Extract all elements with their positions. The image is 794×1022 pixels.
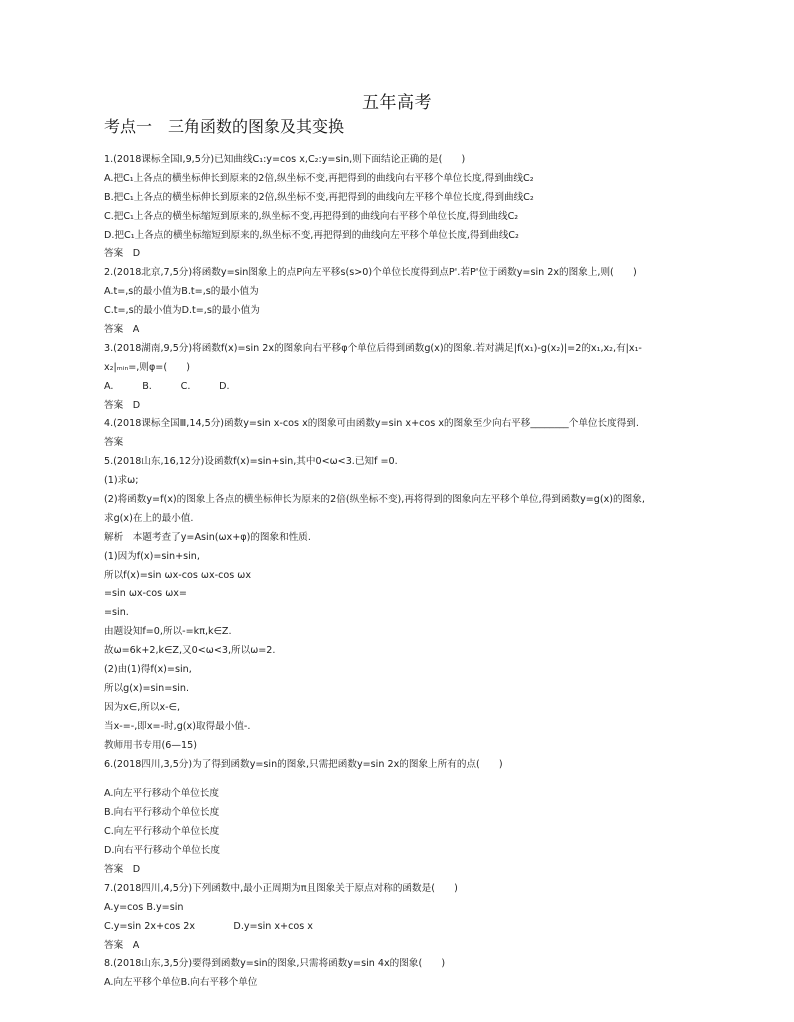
text-line: 4.(2018课标全国Ⅲ,14,5分)函数y=sin x-cos x的图象可由函数y=sin x+cos x的图象至少向右平移________个单位长度得到.: [104, 418, 639, 430]
document-body: [104, 151, 704, 993]
text-line: D.向右平行移动个单位长度: [104, 845, 220, 857]
text-line: D.把C₁上各点的横坐标缩短到原来的,纵坐标不变,再把得到的曲线向左平移个单位长度,得到曲线C₂: [104, 229, 519, 241]
answer-line: 答案 A: [104, 324, 140, 336]
text-line: A.向左平行移动个单位长度: [104, 788, 219, 800]
blank-line: [104, 774, 704, 785]
text-line: (2)由(1)得f(x)=sin,: [104, 664, 192, 676]
text-line: 所以g(x)=sin=sin.: [104, 682, 190, 694]
answer-line: 答案: [104, 437, 124, 449]
answer-line: 答案 D: [104, 399, 141, 411]
text-line: 由题设知f=0,所以-=kπ,k∈Z.: [104, 626, 232, 638]
text-line: 所以f(x)=sin ωx-cos ωx-cos ωx: [104, 569, 252, 581]
text-line: C.把C₁上各点的横坐标缩短到原来的,纵坐标不变,再把得到的曲线向右平移个单位长度,得到曲线C₂: [104, 210, 519, 222]
section-heading: 考点一 三角函数的图象及其变换: [104, 117, 345, 136]
text-line: (2)将函数y=f(x)的图象上各点的横坐标伸长为原来的2倍(纵坐标不变),再将得到的图象向左平移个单位,得到函数y=g(x)的图象,: [104, 494, 645, 506]
text-line: 因为x∈,所以x-∈,: [104, 701, 181, 713]
text-line: 6.(2018四川,3,5分)为了得到函数y=sin的图象,只需把函数y=sin 2x的图象上所有的点( ): [104, 758, 503, 770]
text-line: 故ω=6k+2,k∈Z,又0<ω<3,所以ω=2.: [104, 645, 276, 657]
text-line: A. B. C. D.: [104, 380, 230, 392]
text-line: =sin ωx-cos ωx=: [104, 588, 187, 600]
text-line: A.向左平移个单位B.向右平移个单位: [104, 977, 258, 989]
text-line: A.y=cos B.y=sin: [104, 901, 184, 913]
text-line: (1)因为f(x)=sin+sin,: [104, 550, 200, 562]
text-line: 5.(2018山东,16,12分)设函数f(x)=sin+sin,其中0<ω<3.已知f =0.: [104, 456, 398, 468]
text-line: 2.(2018北京,7,5分)将函数y=sin图象上的点P向左平移s(s>0)个单位长度得到点P'.若P'位于函数y=sin 2x的图象上,则( ): [104, 267, 637, 279]
text-line: C.向左平行移动个单位长度: [104, 826, 220, 838]
text-line: (1)求ω;: [104, 475, 139, 487]
text-line: C.t=,s的最小值为D.t=,s的最小值为: [104, 305, 260, 317]
text-line: A.把C₁上各点的横坐标伸长到原来的2倍,纵坐标不变,再把得到的曲线向右平移个单位长度,得到曲线C₂: [104, 172, 534, 184]
text-line: B.向右平行移动个单位长度: [104, 807, 220, 819]
text-line: 教师用书专用(6—15): [104, 739, 197, 751]
text-line: 解析 本题考查了y=Asin(ωx+φ)的图象和性质.: [104, 531, 311, 543]
answer-line: 答案 D: [104, 863, 141, 875]
text-line: A.t=,s的最小值为B.t=,s的最小值为: [104, 286, 259, 298]
page-title: 五年高考: [362, 93, 432, 113]
text-line: 8.(2018山东,3,5分)要得到函数y=sin的图象,只需将函数y=sin 4x的图象( ): [104, 958, 446, 970]
text-line: 求g(x)在上的最小值.: [104, 512, 194, 524]
text-line: 当x-=-,即x=-时,g(x)取得最小值-.: [104, 720, 251, 732]
text-line: =sin.: [104, 607, 129, 619]
text-line: 3.(2018湖南,9,5分)将函数f(x)=sin 2x的图象向右平移φ个单位后得到函数g(x)的图象.若对满足|f(x₁)-g(x₂)|=2的x₁,x₂,有|x₁-: [104, 342, 642, 354]
answer-line: 答案 A: [104, 939, 140, 951]
text-line: B.把C₁上各点的横坐标伸长到原来的2倍,纵坐标不变,再把得到的曲线向左平移个单位长度,得到曲线C₂: [104, 191, 534, 203]
text-line: 1.(2018课标全国Ⅰ,9,5分)已知曲线C₁:y=cos x,C₂:y=sin,则下面结论正确的是( ): [104, 154, 466, 165]
text-line: x₂|ₘᵢₙ=,则φ=( ): [104, 361, 190, 373]
answer-line: 答案 D: [104, 248, 141, 260]
text-line: C.y=sin 2x+cos 2x D.y=sin x+cos x: [104, 920, 313, 932]
text-line: 7.(2018四川,4,5分)下列函数中,最小正周期为π且图象关于原点对称的函数是( ): [104, 882, 458, 894]
